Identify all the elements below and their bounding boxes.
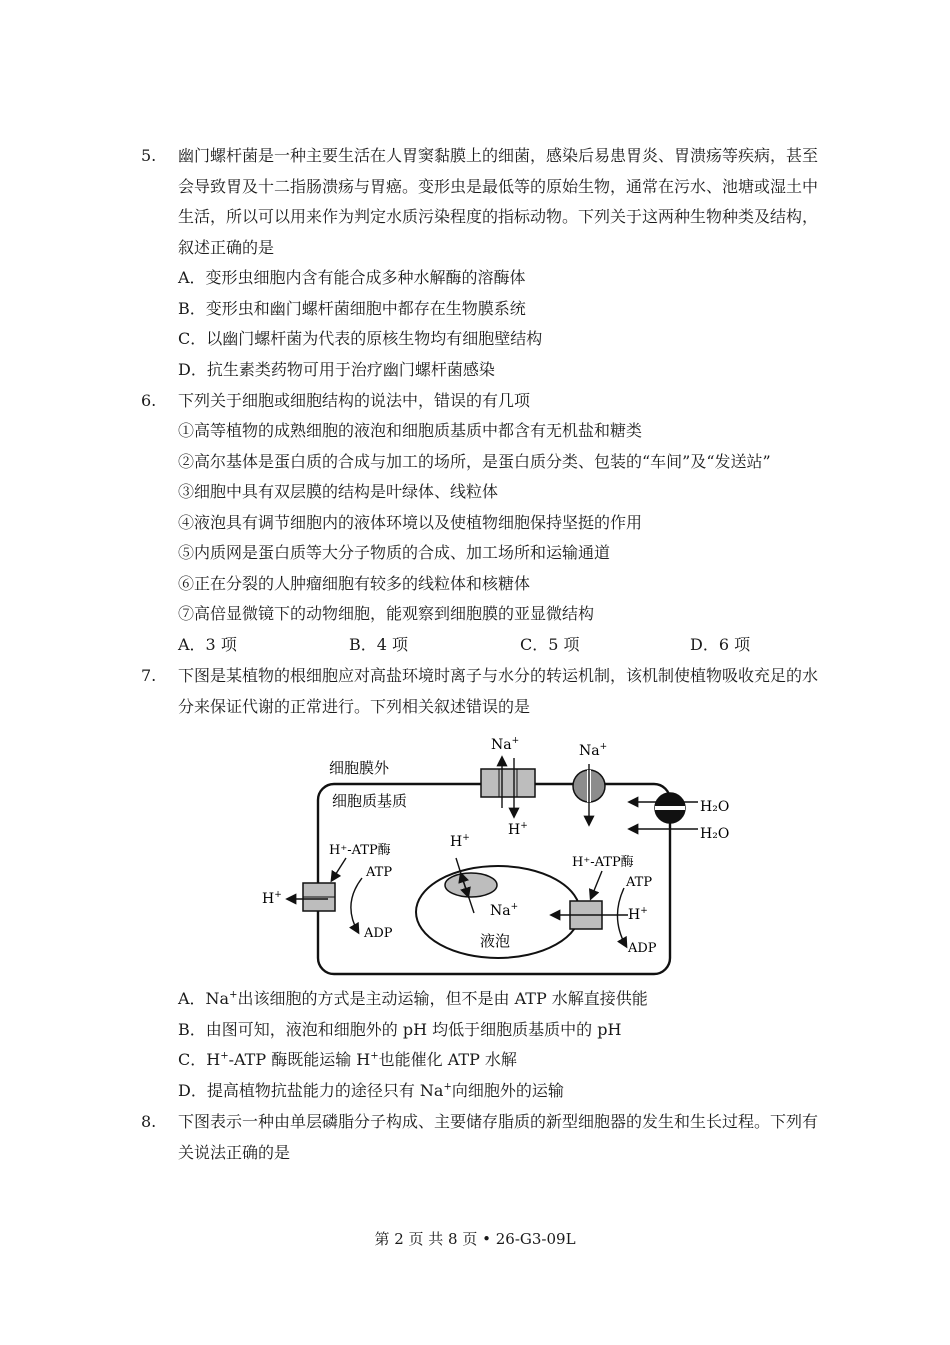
option-d: D．提高植物抗盐能力的途径只有 Na+向细胞外的运输	[178, 1081, 564, 1100]
question-number: 8.	[141, 1112, 157, 1131]
statement-item: ⑦高倍显微镜下的动物细胞，能观察到细胞膜的亚显微结构	[178, 604, 595, 623]
label-outside: 细胞膜外	[329, 759, 390, 777]
label-vacuole: 液泡	[480, 932, 511, 950]
question-text: 关说法正确的是	[178, 1143, 291, 1162]
label-na-channel: Na+	[579, 742, 608, 759]
label-h-right: H+	[628, 906, 648, 923]
vacuole-antiporter	[445, 873, 497, 897]
page-footer: 第 2 页 共 8 页 • 26-G3-09L	[374, 1230, 576, 1248]
label-atp-right: ATP	[626, 875, 653, 890]
question-text: 下列关于细胞或细胞结构的说法中，错误的有几项	[178, 391, 531, 410]
na-h-antiporter	[481, 769, 535, 797]
option-d: D．抗生素类药物可用于治疗幽门螺杆菌感染	[178, 360, 495, 379]
label-pump-right: H⁺-ATP酶	[572, 855, 634, 870]
option-c: C．H+-ATP 酶既能运输 H+也能催化 ATP 水解	[178, 1050, 517, 1069]
label-h-vacuole: H+	[450, 833, 470, 850]
label-pump-left: H⁺-ATP酶	[329, 843, 391, 858]
option-b: B．变形虫和幽门螺杆菌细胞中都存在生物膜系统	[178, 299, 526, 318]
option-c: C．以幽门螺杆菌为代表的原核生物均有细胞壁结构	[178, 329, 543, 348]
label-h2o-1: H₂O	[700, 799, 730, 815]
question-text: 幽门螺杆菌是一种主要生活在人胃窦黏膜上的细菌，感染后易患胃炎、胃溃疡等疾病，甚至	[178, 146, 819, 165]
label-adp-right: ADP	[628, 941, 657, 956]
label-na-vacuole: Na+	[490, 902, 519, 919]
question-text: 会导致胃及十二指肠溃疡与胃癌。变形虫是最低等的原始生物，通常在污水、池塘或湿土中	[178, 177, 819, 196]
question-text: 分来保证代谢的正常进行。下列相关叙述错误的是	[178, 697, 531, 716]
statement-item: ④液泡具有调节细胞内的液体环境以及使植物细胞保持坚挺的作用	[178, 513, 643, 532]
label-h-left: H+	[262, 890, 282, 907]
statement-item: ⑤内质网是蛋白质等大分子物质的合成、加工场所和运输通道	[178, 543, 611, 562]
question-number: 5.	[141, 146, 157, 165]
question-text: 下图表示一种由单层磷脂分子构成、主要储存脂质的新型细胞器的发生和生长过程。下列有	[178, 1112, 819, 1131]
label-cytoplasm: 细胞质基质	[332, 792, 408, 810]
option-b: B．由图可知，液泡和细胞外的 pH 均低于细胞质基质中的 pH	[178, 1020, 622, 1039]
question-number: 7.	[141, 666, 157, 685]
option-d: D．6 项	[690, 635, 751, 654]
label-h-top: H+	[508, 821, 528, 838]
statement-item: ①高等植物的成熟细胞的液泡和细胞质基质中都含有无机盐和糖类	[178, 421, 643, 440]
option-a: A．3 项	[178, 635, 237, 654]
question-text: 叙述正确的是	[178, 238, 275, 257]
question-text: 生活，所以可以用来作为判定水质污染程度的指标动物。下列关于这两种生物种类及结构，	[178, 207, 819, 226]
label-atp-left: ATP	[366, 865, 393, 880]
question-number: 6.	[141, 391, 157, 410]
option-a: A．Na+出该细胞的方式是主动运输，但不是由 ATP 水解直接供能	[178, 989, 648, 1008]
option-a: A．变形虫细胞内含有能合成多种水解酶的溶酶体	[178, 268, 526, 287]
statement-item: ②高尔基体是蛋白质的合成与加工的场所，是蛋白质分类、包装的“车间”及“发送站”	[178, 452, 771, 471]
label-na-top: Na+	[491, 736, 520, 753]
option-c: C．5 项	[520, 635, 580, 654]
statement-item: ③细胞中具有双层膜的结构是叶绿体、线粒体	[178, 482, 499, 501]
ion-transport-diagram	[258, 728, 730, 988]
statement-item: ⑥正在分裂的人肿瘤细胞有较多的线粒体和核糖体	[178, 574, 531, 593]
label-adp-left: ADP	[364, 926, 393, 941]
label-h2o-2: H₂O	[700, 826, 730, 842]
question-text: 下图是某植物的根细胞应对高盐环境时离子与水分的转运机制，该机制使植物吸收充足的水	[178, 666, 819, 685]
option-b: B．4 项	[349, 635, 409, 654]
